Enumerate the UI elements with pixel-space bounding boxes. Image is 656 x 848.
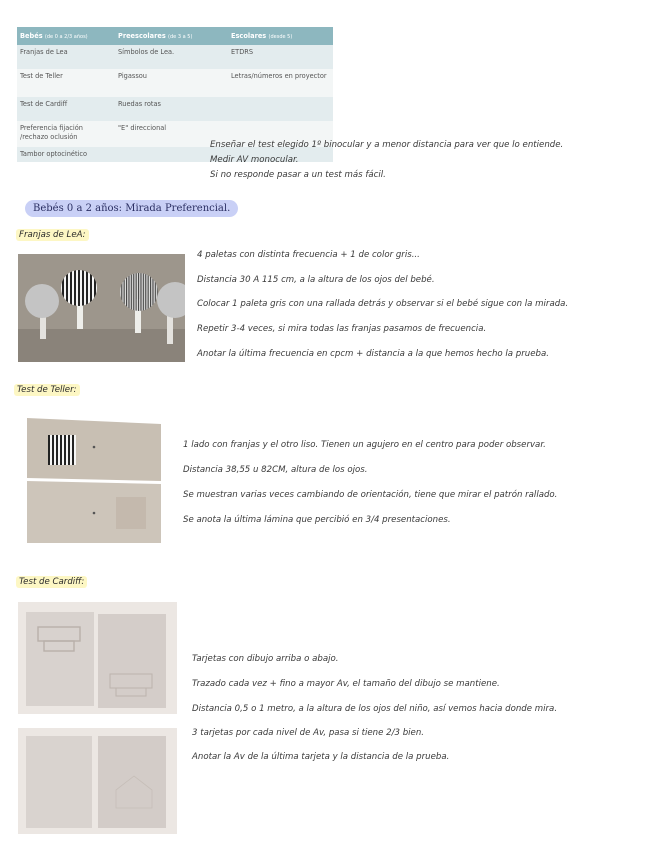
table-cell: Preferencia fijación /rechazo oclusión [17,121,115,147]
table-row [17,69,333,97]
teller-note: Distancia 38,55 u 82CM, altura de los ojos. [183,465,368,475]
table-row [17,45,333,69]
table-cell: Símbolos de Lea. [115,45,228,69]
lea-note: Repetir 3-4 veces, si mira todas las franjas pasamos de frecuencia. [197,324,487,334]
lea-note: 4 paletas con distinta frecuencia + 1 de color gris... [197,250,420,260]
cardiff-cards-photo-top [18,602,177,714]
cardiff-note: 3 tarjetas por cada nivel de Av, pasa si tiene 2/3 bien. [192,728,425,738]
table-cell: Test de Cardiff [17,97,115,121]
intro-note-1: Enseñar el test elegido 1º binocular y a menor distancia para ver que lo entiende. [210,140,564,150]
section-title: Bebés 0 a 2 años: Mirada Preferencial. [25,200,238,217]
header-babies: Bebés (de 0 a 2/3 años) [17,27,115,45]
table-cell: Franjas de Lea [17,45,115,69]
cardiff-note: Distancia 0,5 o 1 metro, a la altura de los ojos del niño, así vemos hacia donde mira. [192,704,558,714]
intro-note-3: Si no responde pasar a un test más fácil. [210,170,386,180]
table-cell: "E" direccional [115,121,228,147]
intro-note-2: Medir AV monocular. [210,155,299,165]
table-cell: ETDRS [228,45,333,69]
cardiff-heading: Test de Cardiff: [16,576,87,588]
header-preschool: Preescolares (de 3 a 5) [115,27,228,45]
header-school: Escolares (desde 5) [228,27,333,45]
table-row [17,97,333,121]
teller-note: 1 lado con franjas y el otro liso. Tienen un agujero en el centro para poder observar. [183,440,546,450]
lea-note: Colocar 1 paleta gris con una rallada detrás y observar si el bebé sigue con la mirada. [197,299,569,309]
table-cell [228,97,333,121]
table-cell: Ruedas rotas [115,97,228,121]
teller-note: Se muestran varias veces cambiando de orientación, tiene que mirar el patrón rallado. [183,490,558,500]
table-cell: Test de Teller [17,69,115,97]
cardiff-note: Trazado cada vez + fino a mayor Av, el tamaño del dibujo se mantiene. [192,679,500,689]
teller-note: Se anota la última lámina que percibió en 3/4 presentaciones. [183,515,451,525]
cardiff-note: Tarjetas con dibujo arriba o abajo. [192,654,339,664]
lea-note: Anotar la última frecuencia en cpcm + distancia a la que hemos hecho la prueba. [197,349,549,359]
lea-heading: Franjas de LeA: [16,229,89,241]
table-cell: Tambor optocinético [17,147,115,162]
teller-cards-photo [24,417,164,545]
cardiff-cards-photo-bottom [18,728,177,834]
table-cell: Letras/números en proyector [228,69,333,97]
teller-heading: Test de Teller: [14,384,80,396]
lea-paddles-photo [18,254,185,362]
lea-note: Distancia 30 A 115 cm, a la altura de los ojos del bebé. [197,275,435,285]
table-cell: Pigassou [115,69,228,97]
cardiff-note: Anotar la Av de la última tarjeta y la distancia de la prueba. [192,752,450,762]
